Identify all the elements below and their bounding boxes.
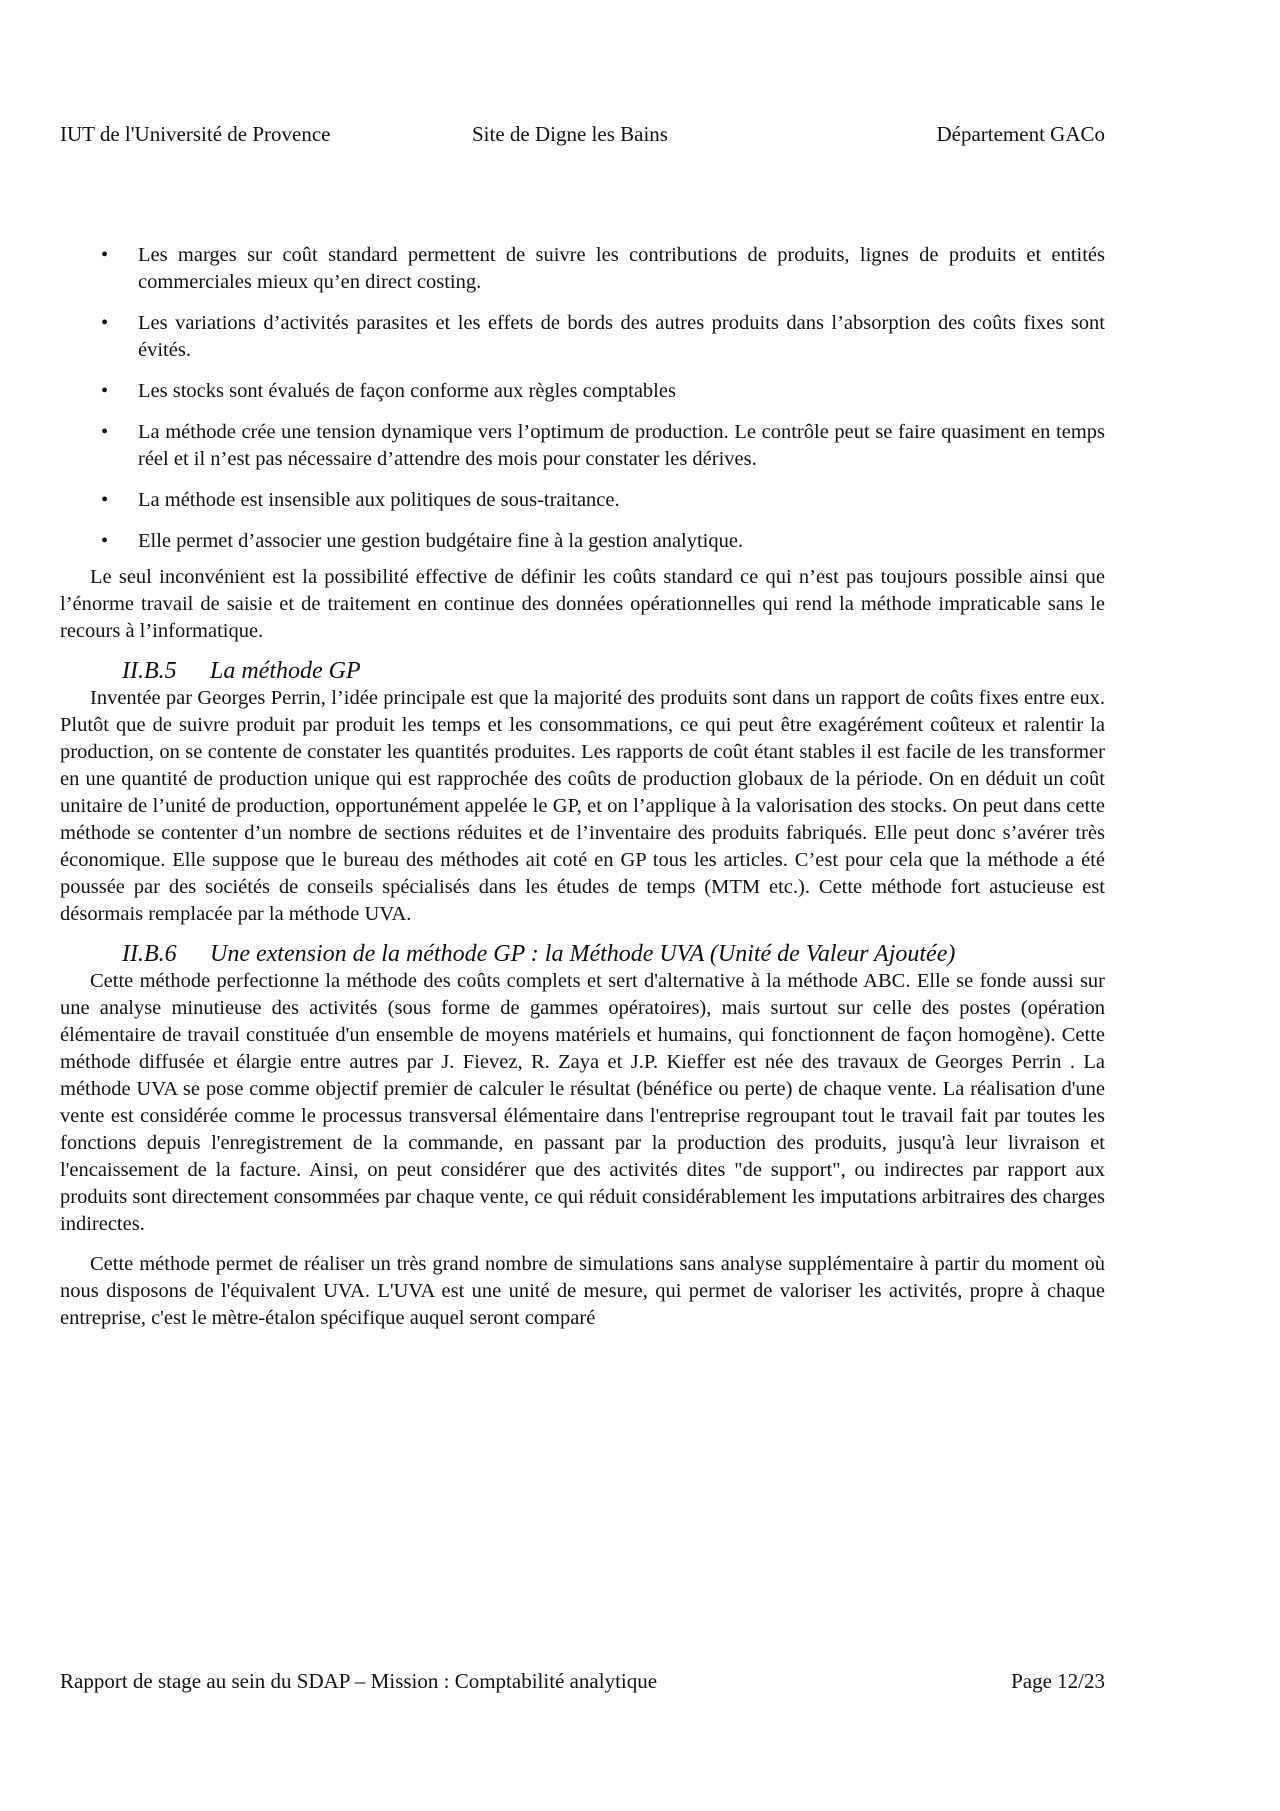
paragraph-gp: Inventée par Georges Perrin, l’idée principale est que la majorité des produits sont dans un rapport de coûts fixes entre eux. Plutôt que de suivre produit par produit les temps et les consommations, ce qui peut être exagérément coûteux et ralentir la production, on se contente de constater les quantités produites. Les rapports de coût étant stables il est facile de les transformer en une quantité de production unique qui est rapprochée des coûts de production globaux de la période. On en déduit un coût unitaire de l’unité de production, opportunément appelée le GP, et on l’applique à la valorisation des stocks. On peut dans cette méthode se contenter d’un nombre de sections réduites et de l’inventaire des produits fabriqués. Elle peut donc s’avérer très économique. Elle suppose que le bureau des méthodes ait coté en GP tous les articles. C’est pour cela que la méthode a été poussée par des sociétés de conseils spécialisés dans les études de temps (MTM etc.). Cette méthode fort astucieuse est désormais remplacée par la méthode UVA. [60,687,1105,925]
list-item [60,528,1105,555]
section-number: II.B.5 [122,658,177,684]
header-institution: IUT de l'Université de Provence [60,122,331,146]
list-item [60,487,1105,514]
bullet-icon: • [101,380,109,402]
list-item [60,419,1105,473]
paragraph-uva-2: Cette méthode permet de réaliser un très grand nombre de simulations sans analyse supplémentaire à partir du moment où nous disposons de l'équivalent UVA. L'UVA est une unité de mesure, qui permet de valoriser les activités, propre à chaque entreprise, c'est le mètre-étalon spécifique auquel seront comparé [60,1253,1105,1329]
list-item-text: La méthode est insensible aux politiques de sous-traitance. [138,489,620,511]
bullet-icon: • [101,489,109,511]
section-number: II.B.6 [122,941,177,967]
section-heading-gp [60,658,1105,685]
page-footer [60,1669,1105,1699]
bullet-icon: • [101,244,109,266]
section-title: La méthode GP [210,658,361,684]
list-item [60,242,1105,296]
paragraph-inconvenient: Le seul inconvénient est la possibilité effective de définir les coûts standard ce qui n’est pas toujours possible ainsi que l’énorme travail de saisie et de traitement en continue des données opérationnelles qui rend la méthode impraticable sans le recours à l’informatique. [60,566,1105,642]
list-item-text: Les stocks sont évalués de façon conforme aux règles comptables [138,380,676,402]
advantages-list [60,242,1105,555]
footer-report-title: Rapport de stage au sein du SDAP – Mission : Comptabilité analytique [60,1669,658,1693]
header-site: Site de Digne les Bains [472,122,668,146]
header-department: Département GACo [936,122,1105,146]
page-number: Page 12/23 [1011,1669,1105,1693]
list-item-text: Les marges sur coût standard permettent de suivre les contributions de produits, lignes de produits et entités commerciales mieux qu’en direct costing. [138,244,1105,293]
page-header [60,122,1105,152]
bullet-icon: • [101,312,109,334]
page-body [60,242,1105,1345]
bullet-icon: • [101,530,109,552]
list-item [60,378,1105,405]
list-item [60,310,1105,364]
list-item-text: Elle permet d’associer une gestion budgétaire fine à la gestion analytique. [138,530,744,552]
list-item-text: La méthode crée une tension dynamique vers l’optimum de production. Le contrôle peut se faire quasiment en temps réel et il n’est pas nécessaire d’attendre des mois pour constater les dérives. [138,421,1105,470]
paragraph-uva-1: Cette méthode perfectionne la méthode des coûts complets et sert d'alternative à la méthode ABC. Elle se fonde aussi sur une analyse minutieuse des activités (sous forme de gammes opératoires), mais surtout sur celle des postes (opération élémentaire de travail constituée d'un ensemble de moyens matériels et humains, qui fonctionnent de façon homogène). Cette méthode diffusée et élargie entre autres par J. Fievez, R. Zaya et J.P. Kieffer est née des travaux de Georges Perrin . La méthode UVA se pose comme objectif premier de calculer le résultat (bénéfice ou perte) de chaque vente. La réalisation d'une vente est considérée comme le processus transversal élémentaire dans l'entreprise regroupant tout le travail fait par toutes les fonctions depuis l'enregistrement de la commande, en passant par la production des produits, jusqu'à leur livraison et l'encaissement de la facture. Ainsi, on peut considérer que des activités dites "de support", ou indirectes par rapport aux produits sont directement consommées par chaque vente, ce qui réduit considérablement les imputations arbitraires des charges indirectes. [60,970,1105,1235]
section-heading-uva [60,941,1105,968]
bullet-icon: • [101,421,109,443]
section-title: Une extension de la méthode GP : la Méthode UVA (Unité de Valeur Ajoutée) [210,941,956,967]
list-item-text: Les variations d’activités parasites et les effets de bords des autres produits dans l’absorption des coûts fixes sont évités. [138,312,1105,361]
